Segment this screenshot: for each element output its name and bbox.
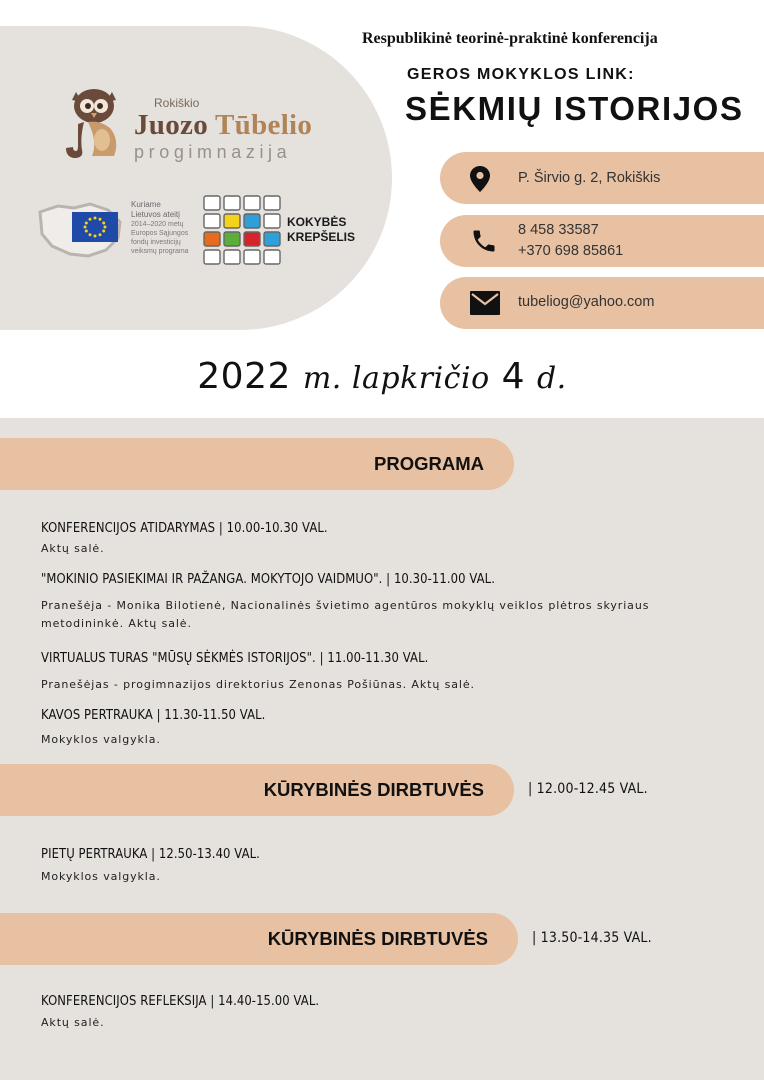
program-heading: PROGRAMA: [374, 453, 484, 474]
school-name: [134, 110, 312, 140]
program-item-title: PIETŲ PERTRAUKA | 12.50-13.40 VAL.: [41, 846, 260, 862]
program-item-title: KAVOS PERTRAUKA | 11.30-11.50 VAL.: [41, 707, 266, 723]
date-month: m. lapkričio: [302, 361, 490, 396]
school-town: Rokiškio: [154, 96, 200, 110]
workshop-band-2: [0, 913, 518, 965]
program-heading-band: [0, 438, 514, 490]
location-pin-icon: [470, 166, 490, 192]
owl-mascot-icon: [64, 84, 126, 160]
eu-flag-icon: [72, 212, 118, 242]
program-item-title: "MOKINIO PASIEKIMAI IR PAŽANGA. MOKYTOJO VAIDMUO". | 10.30-11.00 VAL.: [41, 571, 495, 587]
program-item-desc: Mokyklos valgykla.: [41, 733, 161, 746]
address-text: P. Širvio g. 2, Rokiškis: [518, 170, 661, 186]
school-logo-text: [134, 96, 312, 163]
program-item-title: KONFERENCIJOS ATIDARYMAS | 10.00-10.30 VAL.: [41, 520, 328, 536]
logo-panel: [0, 26, 392, 330]
conference-title: SĖKMIŲ ISTORIJOS: [405, 90, 744, 127]
workshop-label: KŪRYBINĖS DIRBTUVĖS: [267, 928, 488, 949]
conference-type: Respublikinė teorinė-praktinė konferencija: [362, 30, 658, 47]
workshop-time: | 13.50-14.35 VAL.: [532, 930, 652, 946]
program-item-desc: Aktų salė.: [41, 542, 105, 555]
conference-subtitle: GEROS MOKYKLOS LINK:: [407, 66, 635, 83]
program-item-desc: Mokyklos valgykla.: [41, 870, 161, 883]
address-pill: [440, 152, 764, 204]
workshop-band-1: [0, 764, 514, 816]
phone-number-2[interactable]: +370 698 85861: [518, 243, 624, 259]
school-name-last: Tūbelio: [215, 109, 313, 141]
date-year: 2022: [197, 356, 291, 397]
conference-date: [0, 356, 764, 397]
email-text[interactable]: tubeliog@yahoo.com: [518, 294, 655, 310]
program-item-title: KONFERENCIJOS REFLEKSIJA | 14.40-15.00 VAL.: [41, 993, 320, 1009]
date-day: 4: [501, 356, 525, 397]
school-type: progimnazija: [134, 142, 292, 162]
program-item-title: VIRTUALUS TURAS "MŪSŲ SĖKMĖS ISTORIJOS". | 11.00-11.30 VAL.: [41, 650, 429, 666]
phone-icon: [470, 227, 498, 255]
envelope-icon: [470, 291, 500, 315]
program-item-desc: Pranešėja - Monika Bilotienė, Nacionalinės švietimo agentūros mokyklų veiklos plėtros skyriaus metodininkė. Aktų salė.: [41, 599, 650, 630]
workshop-time: | 12.00-12.45 VAL.: [528, 781, 648, 797]
phone-number-1[interactable]: 8 458 33587: [518, 222, 599, 238]
eu-funds-text: Kuriame Lietuvos ateitį 2014–2020 metų Europos Sąjungos fondų investicijų veiksmų programa: [131, 200, 189, 255]
phone-pill: [440, 215, 764, 267]
date-day-word: d.: [536, 361, 567, 396]
quality-basket-logo-text: KOKYBĖS KREPŠELIS: [287, 215, 356, 244]
program-item-desc: Aktų salė.: [41, 1016, 105, 1029]
school-name-first: Juozo: [134, 109, 208, 141]
email-pill: [440, 277, 764, 329]
program-section: [0, 418, 764, 1080]
program-item-desc: Pranešėjas - progimnazijos direktorius Zenonas Pošiūnas. Aktų salė.: [41, 678, 475, 691]
puzzle-logo-icon: [200, 194, 284, 266]
workshop-label: KŪRYBINĖS DIRBTUVĖS: [263, 779, 484, 800]
